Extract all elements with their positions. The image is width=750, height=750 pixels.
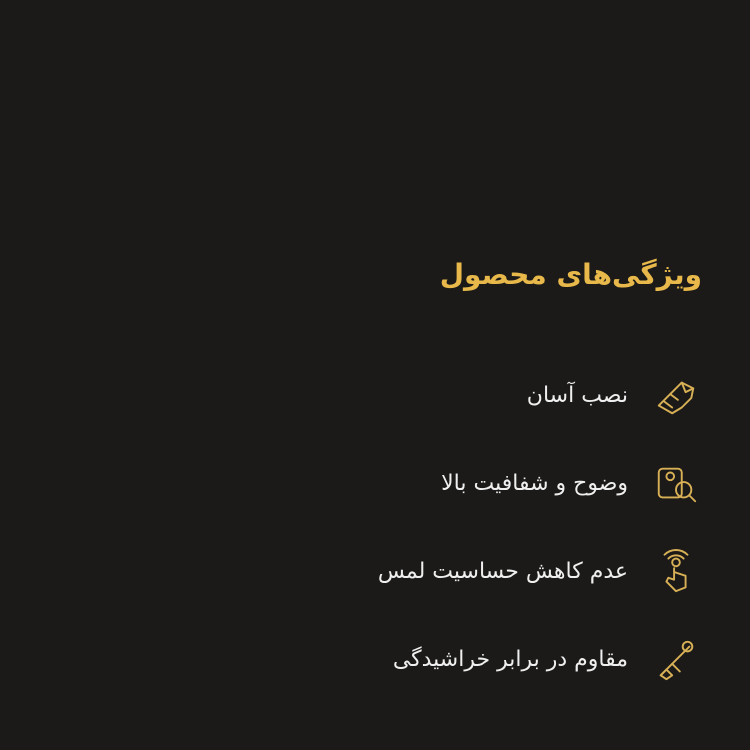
list-item <box>48 370 702 422</box>
scratch-resistant-icon <box>650 634 702 686</box>
touch-sensitivity-icon <box>650 546 702 598</box>
list-item-label: عدم کاهش حساسیت لمس <box>377 558 628 584</box>
list-item <box>48 634 702 686</box>
list-item-label: نصب آسان <box>526 382 628 408</box>
magnifier-clarity-icon <box>650 458 702 510</box>
list-item <box>48 458 702 510</box>
list-item-label: مقاوم در برابر خراشیدگی <box>392 646 628 672</box>
list-item-label: وضوح و شفافیت بالا <box>441 470 628 496</box>
hand-install-icon <box>650 370 702 422</box>
page-title: ویژگی‌های محصول <box>439 258 702 291</box>
list-item <box>48 546 702 598</box>
feature-list <box>48 370 702 686</box>
